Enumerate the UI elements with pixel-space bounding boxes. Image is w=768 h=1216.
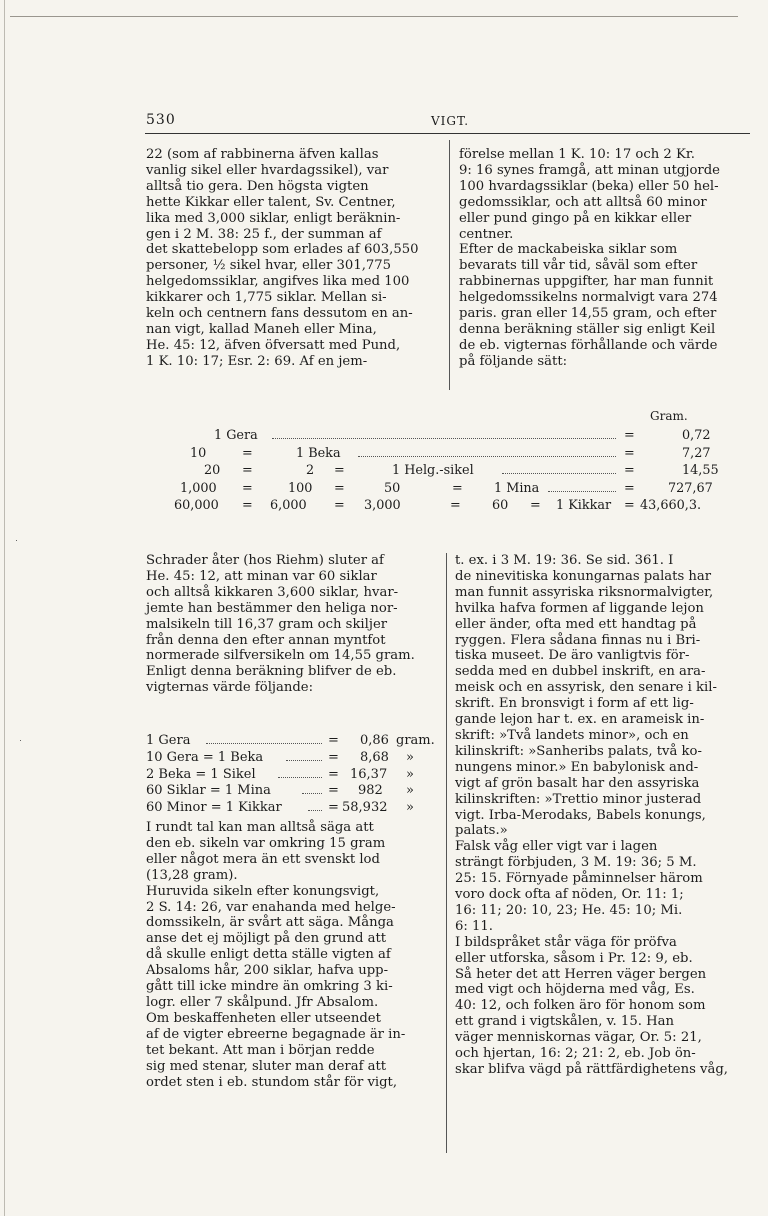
table-cell: =: [624, 445, 635, 461]
table-cell: =: [624, 480, 635, 496]
table-cell: 60: [492, 498, 509, 514]
table-cell: 58,932: [342, 800, 388, 816]
table-cell: 1 Gera: [146, 733, 191, 748]
leader-dots: [302, 783, 322, 794]
leader-dots: [286, 750, 322, 761]
table-row: [146, 800, 444, 817]
table-row: [146, 498, 750, 516]
table-row: [146, 481, 750, 499]
table-cell: =: [328, 783, 339, 799]
table-row: [146, 463, 750, 481]
column-3-intro-text: Schrader åter (hos Riehm) sluter af He. 45: 12, att minan var 60 siklar och alltså kikkaren 3,600 siklar, hvar- jemte han bestämmer den heliga nor- malsikeln till 16,37 gram och skiljer från denna den efter annan myntfot normerade silfversikeln om 14,55 gram. Enligt denna beräkning blifver de eb. vigternas värde följande:: [146, 553, 415, 696]
table-row: [146, 428, 750, 446]
table-cell: =: [624, 463, 635, 479]
page-edge: [4, 0, 5, 1216]
leader-dots: [548, 481, 616, 492]
table-cell: »: [406, 766, 414, 782]
leader-dots: [278, 767, 322, 778]
table-cell: 1 Kikkar: [556, 498, 612, 514]
table-cell: 100: [288, 480, 313, 496]
table-cell: =: [328, 766, 339, 782]
table-cell: =: [242, 463, 253, 479]
table-cell: =: [334, 463, 345, 479]
table-cell: 50: [384, 480, 401, 496]
table-cell: 10 Gera = 1 Beka: [146, 749, 264, 765]
table-cell: 60,000: [174, 498, 219, 514]
table-cell: gram.: [396, 733, 435, 748]
column-2-text: förelse mellan 1 K. 10: 17 och 2 Kr. 9: 16 synes framgå, att minan utgjorde 100 hvardagssiklar (beka) eller 50 hel- gedomssiklar, och att alltså 60 minor eller pund gingo på en kikkar eller centner. Efter de mackabeiska siklar som bevarats till vår tid, såväl som efter rabbinernas uppgifter, har man funnit helgedomssikelns normalvigt vara 274 paris. gran eller 14,55 gram, och efter denna beräkning ställer sig enligt Keil de eb. vigternas förhållande och värde på följande sätt:: [459, 147, 720, 369]
table-cell: 8,68: [360, 749, 389, 765]
table-cell: =: [452, 480, 463, 496]
column-1-text: 22 (som af rabbinerna äfven kallas vanlig sikel eller hvardagssikel), var alltså tio gera. Den högsta vigten hette Kikkar eller talent, Sv. Centner, lika med 3,000 siklar, enligt beräknin- gen i 2 M. 38: 25 f., der summan af det skattebelopp som erlades af 603,550 personer, ½ sikel hvar, eller 301,775 helgedomssiklar, angifves lika med 100 kikkarer och 1,775 siklar. Mellan si- keln och centnern fans dessutom en an- nan vigt, kallad Maneh eller Mina, He. 45: 12, äfven öfversatt med Pund, 1 K. 10: 17; Esr. 2: 69. Af en jem-: [146, 147, 419, 369]
table-cell: 1 Mina: [494, 480, 540, 496]
table-1-unit-header: Gram.: [650, 409, 688, 423]
table-cell: 1,000: [180, 480, 217, 496]
table-cell: 43,660,3.: [640, 498, 702, 514]
table-cell: =: [328, 800, 339, 816]
table-cell: 0,86: [360, 733, 389, 748]
table-cell: =: [624, 498, 635, 514]
table-cell: =: [624, 428, 635, 443]
table-cell: 0,72: [682, 428, 711, 443]
table-cell: =: [450, 498, 461, 514]
table-cell: 10: [190, 445, 207, 461]
table-cell: =: [530, 498, 541, 514]
top-scan-rule: [10, 16, 738, 17]
leader-dots: [272, 428, 616, 439]
table-cell: =: [334, 480, 345, 496]
table-row: [146, 750, 444, 767]
table-row: [146, 767, 444, 784]
table-cell: 1 Gera: [214, 428, 258, 443]
column-3-text: I rundt tal kan man alltså säga att den eb. sikeln var omkring 15 gram eller något mera än ett svenskt lod (13,28 gram). Huruvida sikeln efter konungsvigt, 2 S. 14: 26, var enahanda med helge- domssikeln, är svårt att säga. Många anse det ej möjligt på den grund att då skulle enligt detta ställe vigten af Absaloms hår, 200 siklar, hafva upp- gått till icke mindre än omkring 3 ki- logr. eller 7 skålpund. Jfr Absalom. Om beskaffenheten eller utseendet af de vigter ebreerne begagnade är in- tet bekant. Att man i början redde sig med stenar, sluter man deraf att ordet sten i eb. stundom står för vigt,: [146, 820, 406, 1090]
scan-speck: [20, 740, 21, 741]
table-cell: 982: [358, 783, 383, 799]
weights-table-schrader: [146, 733, 444, 817]
table-cell: 1 Beka: [296, 445, 341, 461]
table-cell: 14,55: [682, 463, 719, 479]
weights-table-keil: [146, 428, 750, 516]
table-cell: 16,37: [350, 766, 388, 782]
running-head: [146, 112, 748, 132]
table-row: [146, 446, 750, 464]
table-row: [146, 733, 444, 750]
running-title: VIGT.: [431, 114, 470, 128]
leader-dots: [206, 733, 322, 744]
table-cell: »: [406, 800, 414, 816]
table-cell: 20: [204, 463, 221, 479]
table-cell: 1 Helg.-sikel: [392, 463, 474, 479]
table-cell: »: [406, 749, 414, 765]
column-divider-top: [449, 140, 450, 390]
leader-dots: [502, 463, 616, 474]
table-cell: =: [328, 749, 339, 765]
table-cell: =: [334, 498, 345, 514]
column-4-text: t. ex. i 3 M. 19: 36. Se sid. 361. I de ninevitiska konungarnas palats har man funnit assyriska riksnormalvigter, hvilka hafva formen af liggande lejon eller änder, ofta med ett handtag på ryggen. Flera sådana finnas nu i Bri- tiska museet. De äro vanligtvis för- sedda med en dubbel inskrift, en ara- meisk och en assyrisk, den senare i kil- skrift. En bronsvigt i form af ett lig- gande lejon har t. ex. en arameisk in- skrift: »Två landets minor», och en kilinskrift: »Sanheribs palats, två ko- nungens minor.» En babylonisk and- vigt af grön basalt har den assyriska kilinskriften: »Trettio minor justerad vigt. Irba-Merodaks, Babels konungs, palats.» Falsk våg eller vigt var i lagen strängt förbjuden, 3 M. 19: 36; 5 M. 25: 15. Förnyade påminnelser härom voro dock ofta af nöden, Or. 11: 1; 16: 11; 20: 10, 23; He. 45: 10; Mi. 6: 11. I bildspråket står väga för pröfva eller utforska, såsom i Pr. 12: 9, eb. Så heter det att Herren väger bergen med vigt och höjderna med våg, Es. 40: 12, och folken äro för honom som ett grand i vigtskålen, v. 15. Han väger menniskornas vägar, Or. 5: 21, och hjertan, 16: 2; 21: 2, eb. Job ön- skar blifva vägd på rättfärdighetens våg,: [455, 553, 728, 1077]
table-cell: »: [406, 783, 414, 799]
page-number: 530: [146, 112, 176, 128]
table-cell: 727,67: [668, 480, 713, 496]
leader-dots: [358, 446, 616, 457]
table-cell: 6,000: [270, 498, 307, 514]
leader-dots: [308, 800, 322, 811]
table-cell: 3,000: [364, 498, 401, 514]
table-cell: 60 Siklar = 1 Mina: [146, 783, 271, 799]
table-cell: =: [242, 498, 253, 514]
header-rule: [145, 133, 750, 134]
table-cell: 60 Minor = 1 Kikkar: [146, 800, 282, 816]
table-cell: =: [242, 480, 253, 496]
table-row: [146, 783, 444, 800]
table-cell: 2 Beka = 1 Sikel: [146, 766, 256, 782]
table-cell: 7,27: [682, 445, 711, 461]
scan-speck: [16, 540, 17, 541]
table-cell: =: [328, 733, 339, 748]
column-divider-bottom: [446, 553, 447, 1153]
table-cell: =: [242, 445, 253, 461]
table-cell: 2: [306, 463, 315, 479]
